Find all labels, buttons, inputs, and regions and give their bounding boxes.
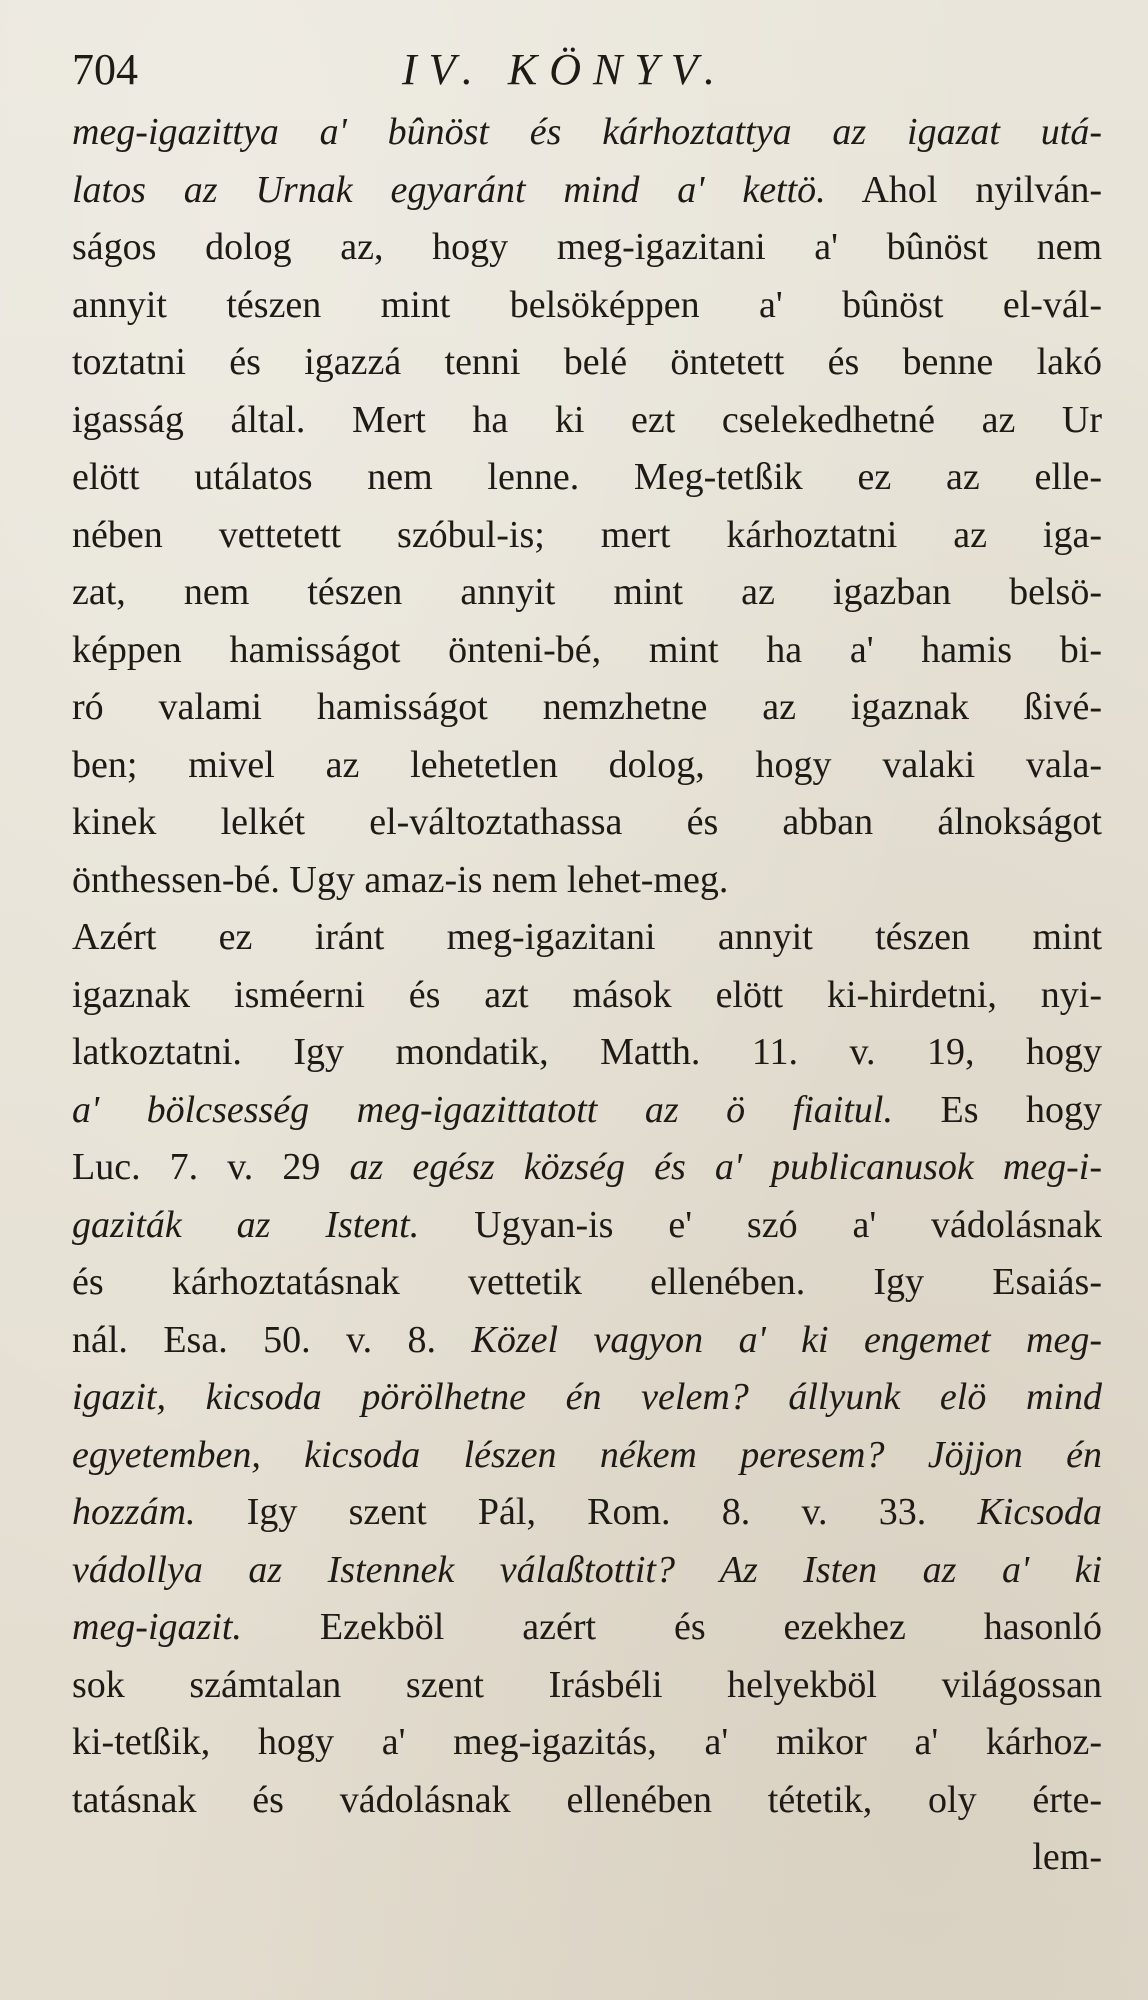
- text-line: [72, 794, 1102, 852]
- text-line: [72, 622, 1102, 680]
- italic-segment: gaziták az Istent.: [72, 1203, 420, 1246]
- text-line: [72, 679, 1102, 737]
- body-text: [72, 104, 1102, 1887]
- roman-segment: Igy szent Pál, Rom. 8. v. 33.: [195, 1491, 978, 1533]
- roman-segment: igaznak isméerni és azt mások elött ki-hirdetni, nyi-: [72, 973, 1102, 1016]
- roman-segment: Ahol nyilván-: [825, 168, 1102, 211]
- roman-segment: és kárhoztatásnak vettetik ellenében. Igy Esaiás-: [72, 1261, 1102, 1303]
- text-line: [72, 1484, 1102, 1542]
- text-line: [72, 737, 1102, 795]
- roman-segment: zat, nem tészen annyit mint az igazban belsö-: [72, 571, 1102, 613]
- text-line: [72, 1427, 1102, 1485]
- roman-segment: Ezekböl azért és ezekhez hasonló: [241, 1606, 1102, 1648]
- text-line: [72, 1599, 1102, 1657]
- text-line: [72, 392, 1102, 450]
- text-line: [72, 104, 1102, 162]
- italic-segment: Közel vagyon a' ki engemet meg-: [471, 1318, 1102, 1361]
- italic-segment: az egész község és a' publicanusok meg-i-: [349, 1146, 1102, 1188]
- roman-segment: képpen hamisságot önteni-bé, mint ha a' hamis bi-: [72, 628, 1102, 671]
- roman-segment: önthessen-bé. Ugy amaz-is nem lehet-meg.: [72, 858, 729, 901]
- text-line: [72, 1369, 1102, 1427]
- roman-segment: nál. Esa. 50. v. 8.: [72, 1318, 472, 1361]
- roman-segment: ki-tetßik, hogy a' meg-igazitás, a' mikor a' kárhoz-: [72, 1721, 1102, 1763]
- text-line: [72, 1772, 1102, 1830]
- text-line: [72, 564, 1102, 622]
- text-line: [72, 967, 1102, 1025]
- italic-segment: egyetemben, kicsoda lészen nékem peresem? Jöjjon én: [72, 1433, 1102, 1476]
- roman-segment: tatásnak és vádolásnak ellenében tétetik, oly érte-: [72, 1778, 1102, 1821]
- text-line: [72, 1197, 1102, 1255]
- italic-segment: Kicsoda: [977, 1491, 1102, 1533]
- roman-segment: ságos dolog az, hogy meg-igazitani a' bûnöst nem: [72, 226, 1102, 268]
- roman-segment: latkoztatni. Igy mondatik, Matth. 11. v. 19, hogy: [72, 1031, 1102, 1073]
- italic-segment: a' bölcsesség meg-igazittatott az ö fiaitul.: [72, 1088, 893, 1131]
- text-line: [72, 219, 1102, 277]
- roman-segment: sok számtalan szent Irásbéli helyekböl világossan: [72, 1663, 1102, 1706]
- text-line: [72, 1312, 1102, 1370]
- text-line: [72, 334, 1102, 392]
- italic-segment: vádollya az Istennek válaßtottit? Az Isten az a' ki: [72, 1548, 1102, 1591]
- roman-segment: annyit tészen mint belsöképpen a' bûnöst el-vál-: [72, 283, 1102, 326]
- italic-segment: meg-igazittya a' bûnöst és kárhoztattya az igazat utá-: [72, 111, 1102, 153]
- text-line: [72, 1139, 1102, 1197]
- roman-segment: Es hogy: [892, 1088, 1102, 1131]
- text-line: [72, 449, 1102, 507]
- roman-segment: toztatni és igazzá tenni belé öntetett és benne lakó: [72, 341, 1102, 383]
- italic-segment: latos az Urnak egyaránt mind a' kettö.: [72, 168, 826, 211]
- catchword-line: [72, 1829, 1102, 1887]
- roman-segment: kinek lelkét el-változtathassa és abban álnokságot: [72, 801, 1102, 843]
- text-line: [72, 1657, 1102, 1715]
- text-line: [72, 852, 1102, 910]
- text-line: [72, 277, 1102, 335]
- text-line: [72, 909, 1102, 967]
- text-line: [72, 1254, 1102, 1312]
- roman-segment: ben; mivel az lehetetlen dolog, hogy valaki vala-: [72, 743, 1102, 786]
- text-line: [72, 1024, 1102, 1082]
- text-line: [72, 1542, 1102, 1600]
- italic-segment: meg-igazit.: [72, 1606, 242, 1648]
- text-line: [72, 1714, 1102, 1772]
- text-line: [72, 507, 1102, 565]
- catchword: lem-: [1032, 1836, 1102, 1878]
- roman-segment: nében vettetett szóbul-is; mert kárhoztatni az iga-: [72, 513, 1102, 556]
- roman-segment: Azért ez iránt meg-igazitani annyit tészen mint: [72, 916, 1102, 958]
- italic-segment: hozzám.: [72, 1491, 196, 1533]
- roman-segment: ró valami hamisságot nemzhetne az igaznak ßivé-: [72, 686, 1102, 728]
- page-header: [72, 40, 1102, 100]
- italic-segment: igazit, kicsoda pörölhetne én velem? állyunk elö mind: [72, 1376, 1102, 1418]
- page-number: 704: [72, 45, 138, 94]
- running-head: IV. KÖNYV.: [402, 45, 728, 94]
- roman-segment: elött utálatos nem lenne. Meg-tetßik ez az elle-: [72, 456, 1102, 498]
- text-line: [72, 162, 1102, 220]
- roman-segment: Ugyan-is e' szó a' vádolásnak: [419, 1203, 1102, 1246]
- roman-segment: igasság által. Mert ha ki ezt cselekedhetné az Ur: [72, 398, 1102, 441]
- roman-segment: Luc. 7. v. 29: [72, 1146, 350, 1188]
- text-line: [72, 1082, 1102, 1140]
